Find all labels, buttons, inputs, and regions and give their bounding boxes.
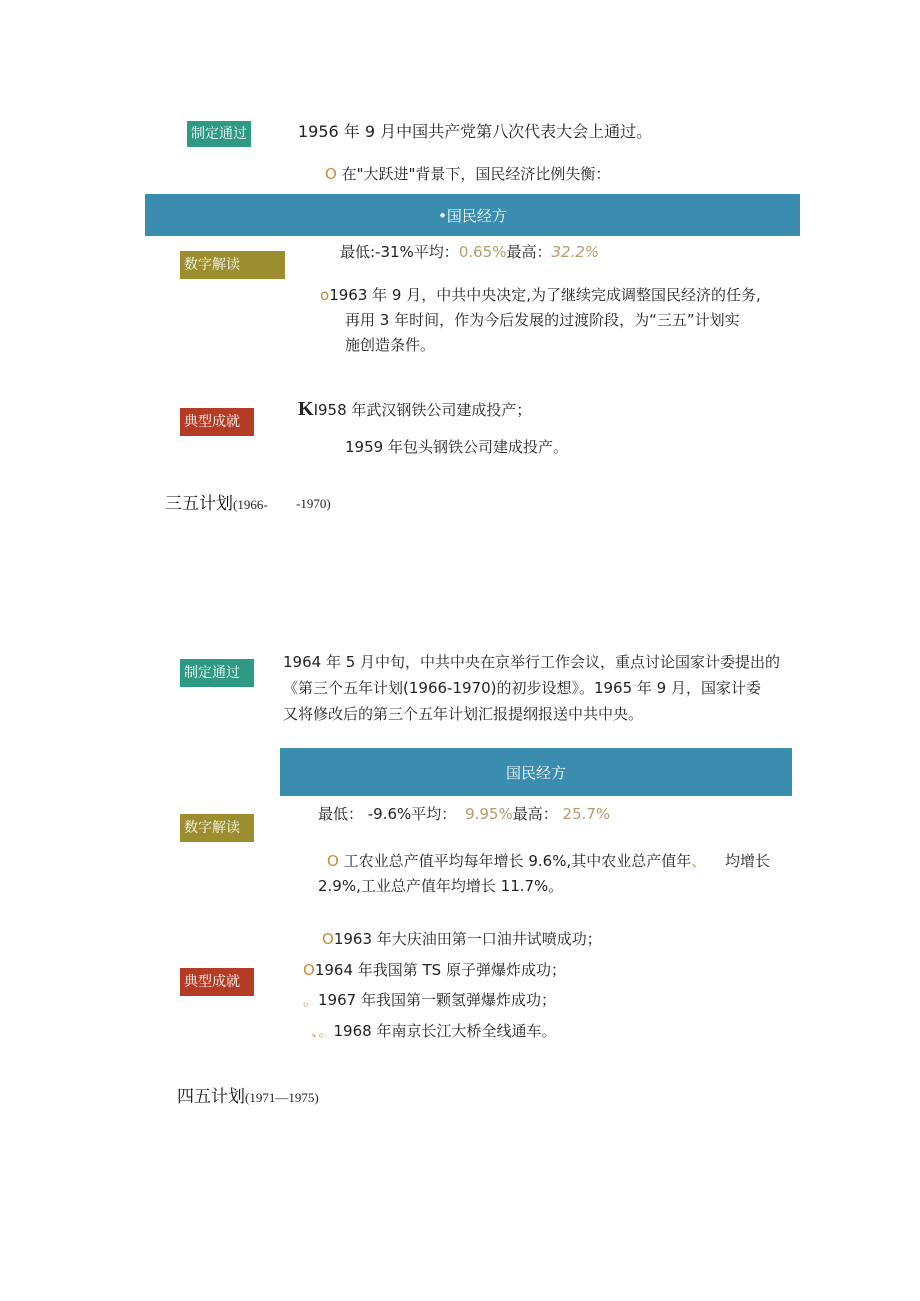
stats-min-label: 最低： -9.6%平均： xyxy=(318,805,457,823)
tag-numbers-2: 数字解读 xyxy=(180,814,254,842)
growth-text-1b: 均增长 xyxy=(725,852,771,870)
adjust-text-1: 1963 年 9 月，中共中央决定,为了继续完成调整国民经济的任务, xyxy=(329,286,761,304)
ach-prefix: K xyxy=(298,398,314,420)
adjust-line-3: 施创造条件。 xyxy=(345,336,436,354)
ach2-text: 1963 年大庆油田第一口油井试喷成功； xyxy=(333,930,602,948)
ach2-bullet: 。 xyxy=(303,991,319,1009)
formulate-text-2a: 1964 年 5 月中旬，中共中央在京举行工作会议，重点讨论国家计委提出的 xyxy=(283,653,781,671)
growth-line-1 xyxy=(327,851,770,871)
stats-max-value: 32.2% xyxy=(551,243,600,261)
adjust-line-1 xyxy=(320,285,761,305)
ach-text-1: I958 年武汉钢铁公司建成投产； xyxy=(313,401,532,419)
ach2-bullet: O xyxy=(303,961,315,979)
ach2-bullet: O xyxy=(322,930,334,948)
context-line-1 xyxy=(325,164,610,184)
tag-formulate-2: 制定通过 xyxy=(180,659,254,687)
plan4-heading xyxy=(177,1082,319,1107)
tag-formulate-1: 制定通过 xyxy=(187,121,251,147)
plan3-title: 三五计划 xyxy=(165,494,233,514)
stats-min-label: 最低:-31%平均： xyxy=(340,243,459,261)
economy-bar-2: 国民经方 xyxy=(280,748,792,796)
tag-numbers-1: 数字解读 xyxy=(180,251,285,279)
economy-bar-1: •国民经方 xyxy=(145,194,800,236)
formulate-text-2c: 又将修改后的第三个五年计划汇报提纲报送中共中央。 xyxy=(283,705,644,723)
ach2-bullet: 、。 xyxy=(311,1022,334,1040)
growth-line-2: 2.9%,工业总产值年均增长 11.7%。 xyxy=(318,877,564,895)
plan4-title: 四五计划 xyxy=(177,1087,245,1107)
adjust-line-2: 再用 3 年时间，作为今后发展的过渡阶段，为“三五”计划实 xyxy=(345,311,740,329)
tag-achievements-2: 典型成就 xyxy=(180,968,254,996)
plan3-years-b: -1970) xyxy=(296,496,331,511)
ach2-text: 1968 年南京长江大桥全线通车。 xyxy=(333,1022,557,1040)
context-text: 在"大跃进"背景下，国民经济比例失衡： xyxy=(341,165,611,183)
growth-text-1a: 工农业总产值平均每年增长 9.6%,其中农业总产值年 xyxy=(343,852,692,870)
bullet-o: O xyxy=(325,165,337,183)
stats-max-label: 最高： xyxy=(512,805,558,823)
plan3-years-a: (1966- xyxy=(233,497,268,512)
ach2-item-1 xyxy=(322,929,602,949)
stats-avg-value: 9.95% xyxy=(465,805,513,823)
stats-line-1 xyxy=(340,242,599,262)
stats-line-2 xyxy=(318,804,610,824)
stats-max-value: 25.7% xyxy=(562,805,611,823)
ach2-item-2 xyxy=(303,960,566,980)
tag-achievements-1: 典型成就 xyxy=(180,408,254,436)
stats-max-label: 最高： xyxy=(506,243,552,261)
ach-line-1 xyxy=(298,399,531,420)
plan3-heading xyxy=(165,489,268,514)
adjust-bullet: o xyxy=(320,286,330,304)
ach-line-2: 1959 年包头钢铁公司建成投产。 xyxy=(345,438,568,456)
plan4-years: (1971—1975) xyxy=(245,1090,319,1105)
ach2-text: 1964 年我国第 TS 原子弹爆炸成功； xyxy=(314,961,566,979)
ach2-item-3 xyxy=(303,990,556,1010)
stats-avg-value: 0.65% xyxy=(458,243,507,261)
formulate-text-1: 1956 年 9 月中国共产党第八次代表大会上通过。 xyxy=(298,122,653,141)
growth-bullet: O xyxy=(327,852,339,870)
formulate-text-2b: 《第三个五年计划(1966-1970)的初步设想》。1965 年 9 月，国家计委 xyxy=(283,679,761,697)
ach2-text: 1967 年我国第一颗氢弹爆炸成功； xyxy=(318,991,556,1009)
growth-mark: 、 xyxy=(691,852,707,870)
ach2-item-4 xyxy=(311,1021,556,1041)
